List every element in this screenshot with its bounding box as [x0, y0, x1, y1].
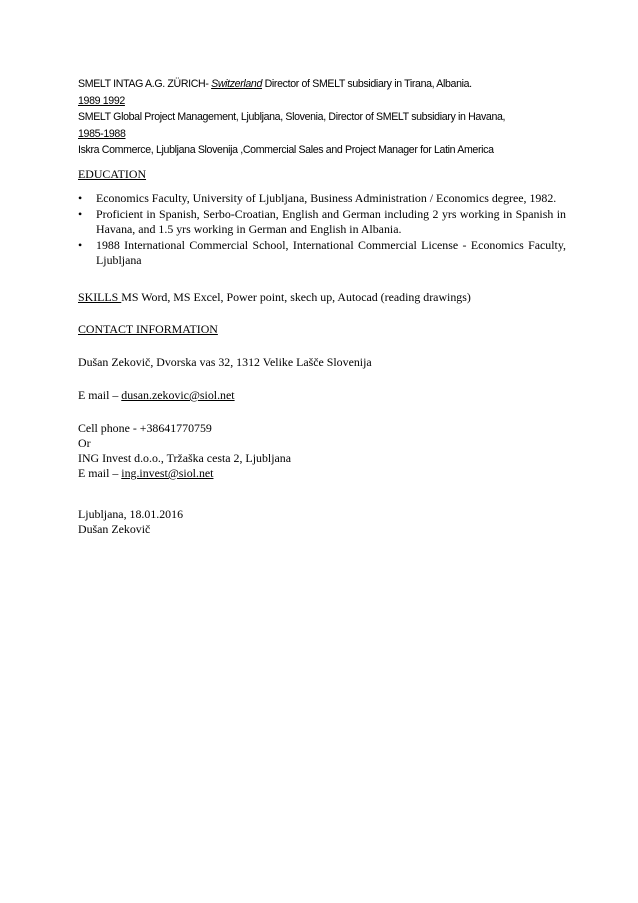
cell-phone: Cell phone - +38641770759 [78, 421, 212, 435]
email-label: E mail – [78, 466, 122, 480]
experience-role-1: Director of SMELT subsidiary in Tirana, Albania. [262, 78, 472, 90]
email-link[interactable]: dusan.zekovic@siol.net [121, 388, 235, 402]
education-item [78, 191, 566, 206]
company-email-line [78, 466, 566, 481]
skills-heading: SKILLS [78, 290, 122, 304]
experience-line-1 [78, 76, 566, 93]
experience-line-3: Iskra Commerce, Ljubljana Slovenija ,Commercial Sales and Project Manager for Latin America [78, 144, 494, 156]
company-email-link[interactable]: ing.invest@siol.net [121, 466, 214, 480]
company-address: ING Invest d.o.o., Tržaška cesta 2, Ljubljana [78, 451, 291, 465]
contact-heading: CONTACT INFORMATION [78, 322, 218, 336]
education-item [78, 238, 566, 268]
contact-address: Dušan Zekovič, Dvorska vas 32, 1312 Velike Lašče Slovenija [78, 355, 372, 369]
bullet-icon: • [78, 191, 83, 205]
contact-email-line [78, 388, 566, 403]
experience-period-2: 1989 1992 [78, 94, 125, 107]
education-list-block [78, 191, 566, 269]
or-text: Or [78, 436, 91, 450]
signature-block [78, 507, 566, 537]
experience-country-1: Switzerland [211, 78, 263, 90]
contact-details [78, 421, 566, 481]
education-item-text: Proficient in Spanish, Serbo-Croatian, English and German including 2 yrs working in Spanish in Havana, and 1.5 yrs working in German and English in Albania. [96, 207, 566, 236]
signature-place-date: Ljubljana, 18.01.2016 [78, 507, 184, 521]
experience-line-2: SMELT Global Project Management, Ljubljana, Slovenia, Director of SMELT subsidiary in Havana, [78, 111, 506, 123]
experience-section [78, 76, 566, 159]
experience-period-3: 1985-1988 [78, 127, 126, 140]
email-label: E mail – [78, 388, 122, 402]
education-list [78, 191, 566, 268]
signature-name: Dušan Zekovič [78, 522, 151, 536]
experience-company-1: SMELT INTAG A.G. ZÜRICH- [78, 78, 212, 90]
education-item [78, 207, 566, 237]
skills-line [78, 290, 566, 305]
education-item-text: 1988 International Commercial School, International Commercial License - Economics Faculty, Ljubljana [96, 238, 566, 267]
bullet-icon: • [78, 207, 83, 221]
education-heading: EDUCATION [78, 167, 147, 181]
bullet-icon: • [78, 238, 83, 252]
skills-text: MS Word, MS Excel, Power point, skech up, Autocad (reading drawings) [121, 290, 471, 304]
education-item-text: Economics Faculty, University of Ljubljana, Business Administration / Economics degree, 1982. [96, 191, 557, 205]
